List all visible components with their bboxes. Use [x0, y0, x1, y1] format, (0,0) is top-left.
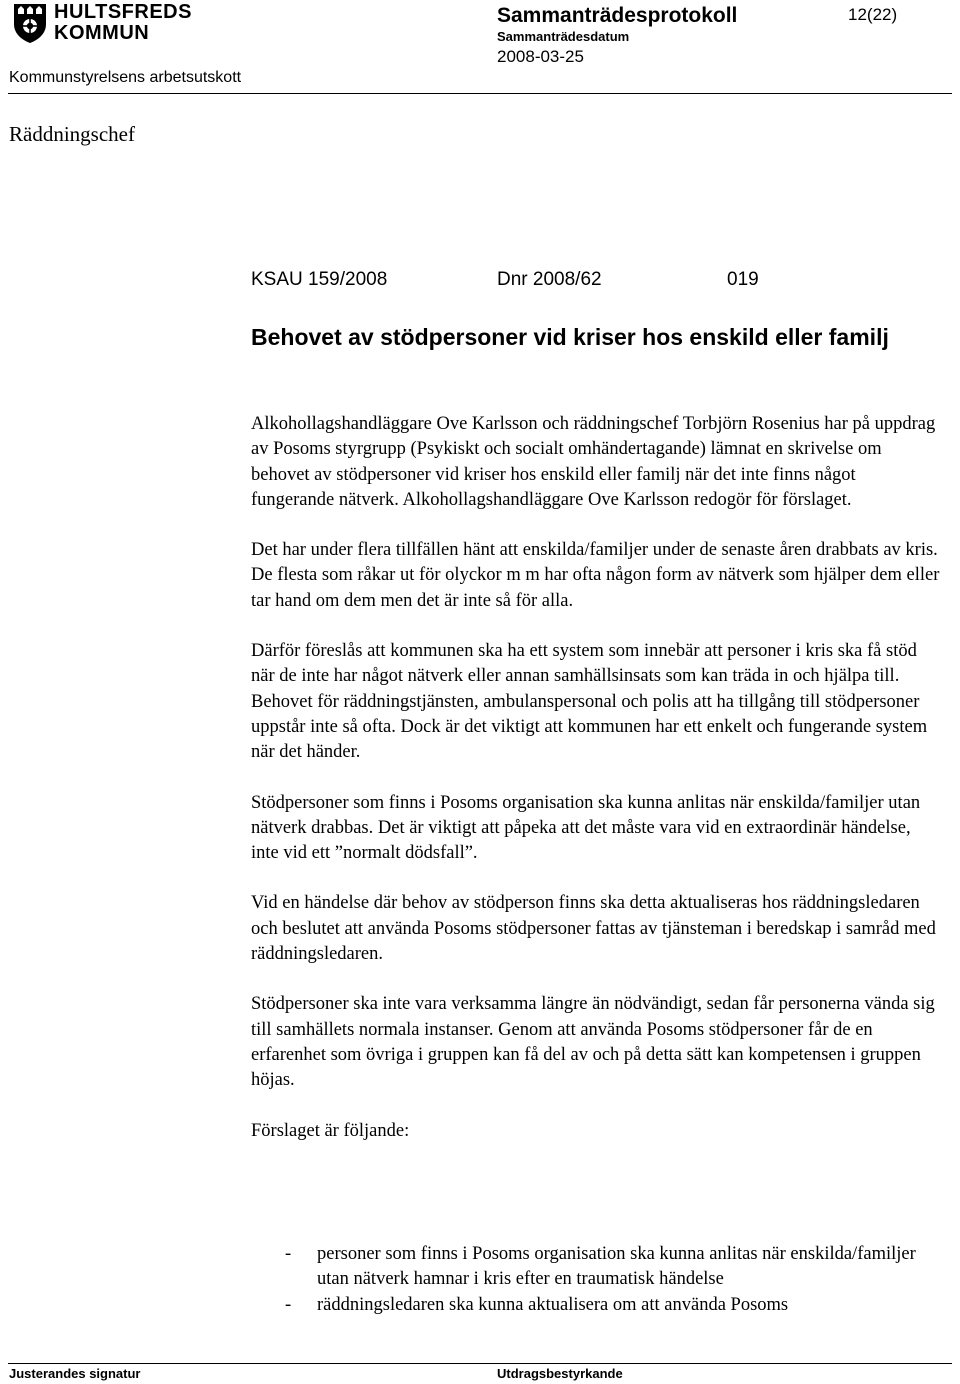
paragraph: Därför föreslås att kommunen ska ha ett system som innebär att personer i kris ska få stöd när de inte har något nätverk eller annan samhällsinsats som kan träda in och hjälpa till. Behovet för räddningstjänsten, ambulanspersonal och polis att ha tillgång till stödpersoner uppstår inte så ofta. Dock är det viktigt att kommunen har ett enkelt och fungerande system när det händer.: [251, 641, 928, 763]
committee-name: Kommunstyrelsens arbetsutskott: [9, 69, 242, 86]
list-item-text: personer som finns i Posoms organisation ska kunna anlitas när enskilda/familjer utan nätverk hamnar i kris efter en traumatisk händelse: [317, 1244, 916, 1290]
proposal-list: [251, 1242, 941, 1318]
item-body: [251, 412, 941, 1169]
item-reference: [251, 268, 759, 292]
paragraph: Det har under flera tillfällen hänt att enskilda/familjer under de senaste åren drabbats av kris. De flesta som råkar ut för olyckor m m har ofta någon form av nätverk som hjälper dem eller tar hand om dem men det är inte så för alla.: [251, 540, 940, 611]
list-bullet: -: [285, 1294, 292, 1315]
header-divider: [8, 93, 952, 94]
diary-number: Dnr 2008/62: [497, 269, 602, 290]
list-item: [251, 1293, 941, 1318]
list-item-text: räddningsledaren ska kunna aktualisera om att använda Posoms: [317, 1294, 789, 1315]
paragraph: Vid en händelse där behov av stödperson finns ska detta aktualiseras hos räddningsledaren och beslutet att använda Posoms stödpersoner fattas av tjänsteman i beredskap i samråd med räddningsledaren.: [251, 893, 936, 965]
paragraph: Stödpersoner som finns i Posoms organisation ska kunna anlitas när enskilda/familjer utan nätverk drabbas. Det är viktigt att påpeka att det måste vara vid en extraordinär händelse, inte vid ett ”normalt dödsfall”.: [251, 792, 921, 864]
archive-code: 019: [727, 269, 759, 290]
item-id: KSAU 159/2008: [251, 269, 388, 290]
section-title: Räddningschef: [9, 122, 135, 146]
certification-label: Utdragsbestyrkande: [497, 1366, 623, 1381]
meeting-date-label: Sammanträdesdatum: [497, 29, 630, 44]
item-title: Behovet av stödpersoner vid kriser hos enskild eller familj: [251, 324, 889, 350]
meeting-date: 2008-03-25: [497, 47, 584, 66]
paragraph: Alkohollagshandläggare Ove Karlsson och räddningschef Torbjörn Rosenius har på uppdrag av Posoms styrgrupp (Psykiskt och socialt omhändertagande) lämnat en skrivelse om behovet av stödpersoner vid kriser hos enskild eller familj när det inte finns något fungerande nätverk. Alkohollagshandläggare Ove Karlsson redogör för förslaget.: [251, 414, 936, 510]
logo-line-1: HULTSFREDS: [54, 1, 192, 23]
list-item: [251, 1242, 941, 1293]
document-type: Sammanträdesprotokoll: [497, 4, 738, 27]
footer-divider: [8, 1363, 952, 1364]
municipality-logo: [12, 1, 192, 46]
list-bullet: -: [285, 1244, 292, 1264]
page-number: 12(22): [848, 5, 898, 24]
signature-label: Justerandes signatur: [9, 1366, 141, 1381]
logo-line-2: KOMMUN: [54, 22, 150, 44]
paragraph: Stödpersoner ska inte vara verksamma längre än nödvändigt, sedan får personerna vända sig till samhällets normala instanser. Genom att använda Posoms stödpersoner får de en erfarenhet som övriga i gruppen kan få del av och på detta sätt kan kompetensen i gruppen höjas.: [251, 994, 935, 1091]
paragraph: Förslaget är följande:: [251, 1120, 410, 1141]
municipal-crest-icon: [12, 2, 48, 44]
